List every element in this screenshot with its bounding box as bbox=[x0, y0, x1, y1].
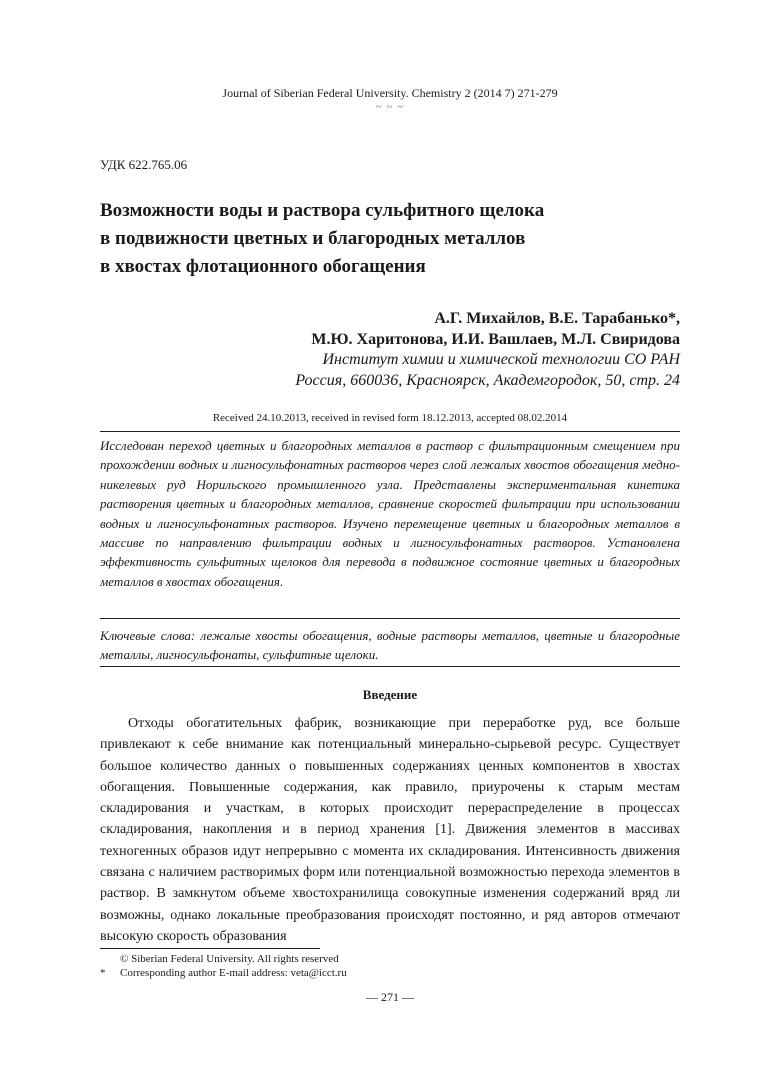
section-heading: Введение bbox=[362, 687, 418, 702]
authors-line: А.Г. Михайлов, В.Е. Тарабанько*, bbox=[434, 310, 680, 327]
authors-line: М.Ю. Харитонова, И.И. Вашлаев, М.Л. Свиридова bbox=[311, 331, 680, 348]
body-paragraph: Отходы обогатительных фабрик, возникающие при переработке руд, все больше привлекают к себе внимание как потенциальный минерально-сырьевой ресурс. Существует большое количество данных о повышенных содержаниях ценных компонентов в хвостах обогащения. Повышенные содержания, как правило, приурочены к старым местам складирования и участкам, в которых происходит перераспределение в процессах складирования, накопления и в период хранения [1]. Движения элементов в массивах техногенных образов идут непрерывно с момента их складирования. Интенсивность движения связана с наличием растворимых форм или потенциальной возможностью перехода элементов в раствор. В замкнутом объеме хвостохранилища совокупные изменения содержаний вряд ли возможны, однако локальные преобразования происходят постоянно, и ряд авторов отмечают высокую скорость образования bbox=[100, 716, 680, 944]
affiliation bbox=[295, 349, 680, 391]
title-line: в подвижности цветных и благородных металлов bbox=[100, 228, 526, 249]
header-ornament: ~ ~ ~ bbox=[375, 101, 405, 113]
affiliation-line: Институт химии и химической технологии СО РАН bbox=[322, 351, 680, 368]
corresponding-email: Corresponding author E-mail address: veta@icct.ru bbox=[120, 967, 347, 979]
keywords-rule bbox=[100, 666, 680, 667]
title-line: Возможности воды и раствора сульфитного щелока bbox=[100, 200, 545, 221]
footnote-corresponding bbox=[100, 967, 347, 980]
authors bbox=[311, 308, 680, 350]
abstract-top-rule bbox=[100, 431, 680, 432]
affiliation-line: Россия, 660036, Красноярск, Академгородок, 50, стр. 24 bbox=[295, 372, 680, 389]
footnote-copyright bbox=[100, 953, 339, 966]
paper-page bbox=[100, 0, 680, 1080]
keywords: Ключевые слова: лежалые хвосты обогащения, водные растворы металлов, цветные и благородные металлы, лигносульфонаты, сульфитные щелоки. bbox=[100, 628, 680, 663]
footnote-rule bbox=[100, 948, 320, 949]
abstract-bottom-rule bbox=[100, 618, 680, 619]
page-number: — 271 — bbox=[366, 990, 414, 1004]
footnote-mark: * bbox=[100, 967, 106, 979]
udk-code: УДК 622.765.06 bbox=[100, 157, 188, 172]
copyright-text: © Siberian Federal University. All rights reserved bbox=[120, 953, 339, 965]
received-dates: Received 24.10.2013, received in revised form 18.12.2013, accepted 08.02.2014 bbox=[212, 412, 568, 424]
journal-header: Journal of Siberian Federal University. Chemistry 2 (2014 7) 271-279 bbox=[222, 86, 558, 100]
abstract: Исследован переход цветных и благородных металлов в раствор с фильтрационным смещением при прохождении водных и лигносульфонатных растворов через слой лежалых хвостов обогащения медно-никелевых руд Норильского промышленного узла. Представлены экспериментальная кинетика растворения цветных и благородных металлов, сравнение скоростей фильтрации при использовании водных и лигносульфонатных растворов. Изучено перемещение цветных и благородных металлов в массиве по направлению фильтрации водных и лигносульфонатных растворов. Установлена эффективность сульфитных щелоков для перевода в подвижное состояние цветных и благородных металлов в хвостах обогащения. bbox=[100, 438, 680, 589]
title-line: в хвостах флотационного обогащения bbox=[100, 256, 426, 277]
paper-title bbox=[100, 197, 680, 281]
